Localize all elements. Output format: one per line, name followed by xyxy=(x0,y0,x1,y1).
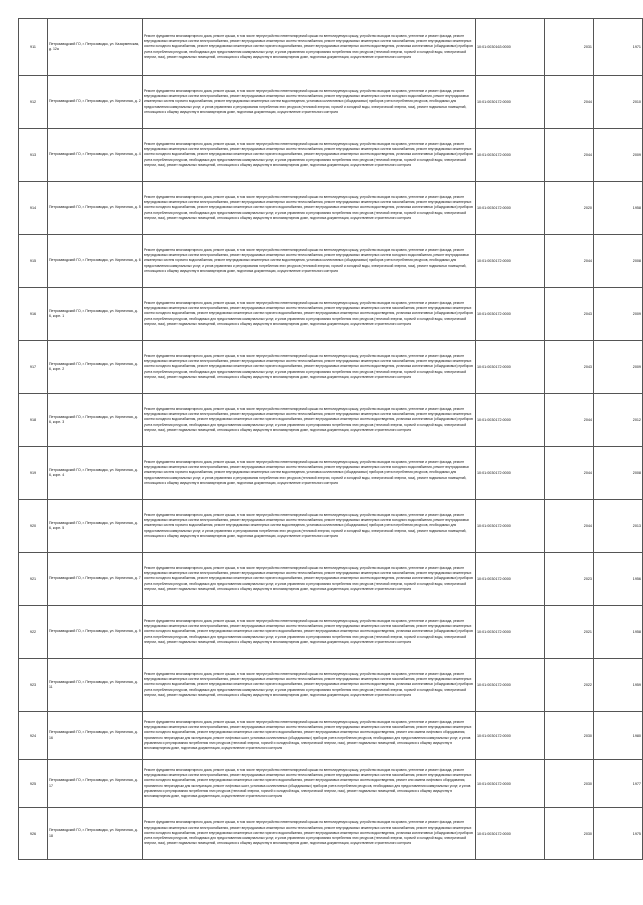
repair-works-list: Ремонт фундамента многоквартирного дома, ремонт крыши, в том числе переустройство невентилируемой крыши на вентилируемую крышу, устройство выходов на кровлю, утепление и ремонт фасада, ремонт внутридомовых инженерных систем электроснабжения, ремонт внутридомовых инженерных систем теплоснабжения, ремонт внутридомовых инженерных систем газоснабжения, ремонт внутридомовых инженерных систем холодного водоснабжения, ремонт внутридомовых инженерных систем горячего водоснабжения, ремонт внутридомовых инженерных систем водоотведения, установка коллективных (общедомовых) приборов учета потребления ресурсов, необходимых для предоставления коммунальных услуг, и узлов управления и регулирования потребления этих ресурсов (тепловой энергии, горячей и холодной воды, электрической энергии, газа), ремонт подвальных помещений, относящихся к общему имуществу в многоквартирном доме, подготовка документации, осуществление строительного контроля xyxy=(143,606,476,659)
house-address: Петрозаводский ГО, г. Петрозаводск, ул. Кирпичная, д. 16 xyxy=(48,712,143,760)
planned-year: 2044 xyxy=(545,447,594,500)
row-number: 922 xyxy=(19,606,48,659)
repair-works-list: Ремонт фундамента многоквартирного дома, ремонт крыши, в том числе переустройство невентилируемой крыши на вентилируемую крышу, устройство выходов на кровлю, утепление и ремонт фасада, ремонт внутридомовых инженерных систем электроснабжения, ремонт внутридомовых инженерных систем теплоснабжения, ремонт внутридомовых инженерных систем газоснабжения, ремонт внутридомовых инженерных систем холодного водоснабжения, ремонт внутридомовых инженерных систем горячего водоснабжения, ремонт внутридомовых инженерных систем водоотведения, установка коллективных (общедомовых) приборов учета потребления ресурсов, необходимых для предоставления коммунальных услуг, и узлов управления и регулирования потребления этих ресурсов (тепловой энергии, горячей и холодной воды, электрической энергии, газа), ремонт подвальных помещений, относящихся к общему имуществу в многоквартирном доме, подготовка документации, осуществление строительного контроля xyxy=(143,659,476,712)
table-row xyxy=(19,182,643,235)
table-body xyxy=(19,19,643,860)
house-address: Петрозаводский ГО, г. Петрозаводск, ул. Кирпичная, д. 17 xyxy=(48,760,143,808)
row-number: 918 xyxy=(19,394,48,447)
house-address: Петрозаводский ГО, г. Петрозаводск, ул. Кирпичная, д. 6, корп. 4 xyxy=(48,447,143,500)
row-number: 914 xyxy=(19,182,48,235)
house-address: Петрозаводский ГО, г. Петрозаводск, ул. Кирпичная, д. 6 xyxy=(48,235,143,288)
house-address: Петрозаводский ГО, г. Петрозаводск, ул. Кирпичная, д. 5 xyxy=(48,182,143,235)
planned-year: 2044 xyxy=(545,129,594,182)
house-address: Петрозаводский ГО, г. Петрозаводск, ул. Кирпичная, д. 6, корп. 2 xyxy=(48,341,143,394)
cadastral-number: 10:01:0030172:0000 xyxy=(476,606,545,659)
cadastral-number: 10:01:0030172:0000 xyxy=(476,712,545,760)
planned-year: 2031 xyxy=(545,19,594,76)
row-number: 913 xyxy=(19,129,48,182)
cadastral-number: 10:01:0030172:0000 xyxy=(476,553,545,606)
repair-works-list: Ремонт фундамента многоквартирного дома, ремонт крыши, в том числе переустройство невентилируемой крыши на вентилируемую крышу, устройство выходов на кровлю, утепление и ремонт фасада, ремонт внутридомовых инженерных систем электроснабжения, ремонт внутридомовых инженерных систем теплоснабжения, ремонт внутридомовых инженерных систем газоснабжения, ремонт внутридомовых инженерных систем холодного водоснабжения, ремонт внутридомовых инженерных систем горячего водоснабжения, ремонт внутридомовых инженерных систем водоотведения, установка коллективных (общедомовых) приборов учета потребления ресурсов, необходимых для предоставления коммунальных услуг, и узлов управления и регулирования потребления этих ресурсов (тепловой энергии, горячей и холодной воды, электрической энергии, газа), ремонт подвальных помещений, относящихся к общему имуществу в многоквартирном доме, подготовка документации, осуществление строительного контроля xyxy=(143,129,476,182)
planned-year: 2044 xyxy=(545,500,594,553)
build-year: 1958 xyxy=(594,606,643,659)
table-row xyxy=(19,606,643,659)
build-year: 1971 xyxy=(594,19,643,76)
cadastral-number: 10:01:0030172:0000 xyxy=(476,447,545,500)
row-number: 917 xyxy=(19,341,48,394)
row-number: 924 xyxy=(19,712,48,760)
house-address: Петрозаводский ГО, г. Петрозаводск, ул. Кирпичная, д. 18 xyxy=(48,808,143,860)
planned-year: 2030 xyxy=(545,808,594,860)
row-number: 919 xyxy=(19,447,48,500)
table-row xyxy=(19,19,643,76)
repair-works-list: Ремонт фундамента многоквартирного дома, ремонт крыши, в том числе переустройство невентилируемой крыши на вентилируемую крышу, устройство выходов на кровлю, утепление и ремонт фасада, ремонт внутридомовых инженерных систем электроснабжения, ремонт внутридомовых инженерных систем теплоснабжения, ремонт внутридомовых инженерных систем газоснабжения, ремонт внутридомовых инженерных систем холодного водоснабжения, ремонт внутридомовых инженерных систем горячего водоснабжения, ремонт внутридомовых инженерных систем водоотведения, ремонт или замена лифтового оборудования, признанного непригодным для эксплуатации, ремонт лифтовых шахт, установка коллективных (общедомовых) приборов учета потребления ресурсов, необходимых для предоставления коммунальных услуг, и узлов управления и регулирования потребления этих ресурсов (тепловой энергии, горячей и холодной воды, электрической энергии, газа), ремонт подвальных помещений, относящихся к общему имуществу в многоквартирном доме, подготовка документации, осуществление строительного контроля xyxy=(143,760,476,808)
planned-year: 2044 xyxy=(545,394,594,447)
repair-works-list: Ремонт фундамента многоквартирного дома, ремонт крыши, в том числе переустройство невентилируемой крыши на вентилируемую крышу, устройство выходов на кровлю, утепление и ремонт фасада, ремонт внутридомовых инженерных систем электроснабжения, ремонт внутридомовых инженерных систем теплоснабжения, ремонт внутридомовых инженерных систем газоснабжения, ремонт внутридомовых инженерных систем холодного водоснабжения, ремонт внутридомовых инженерных систем горячего водоснабжения, ремонт внутридомовых инженерных систем водоотведения, установка коллективных (общедомовых) приборов учета потребления ресурсов, необходимых для предоставления коммунальных услуг, и узлов управления и регулирования потребления этих ресурсов (тепловой энергии, горячей и холодной воды, электрической энергии, газа), ремонт подвальных помещений, относящихся к общему имуществу в многоквартирном доме, подготовка документации, осуществление строительного контроля xyxy=(143,808,476,860)
row-number: 920 xyxy=(19,500,48,553)
table-row xyxy=(19,447,643,500)
planned-year: 2023 xyxy=(545,553,594,606)
house-address: Петрозаводский ГО, г. Петрозаводск, ул. Кирпичная, д. 6, корп. 5 xyxy=(48,500,143,553)
cadastral-number: 10:01:0030172:0000 xyxy=(476,235,545,288)
cadastral-number: 10:01:0030172:0000 xyxy=(476,500,545,553)
table-row xyxy=(19,659,643,712)
build-year: 1958 xyxy=(594,182,643,235)
table-row xyxy=(19,553,643,606)
planned-year: 2043 xyxy=(545,288,594,341)
house-address: Петрозаводский ГО, г. Петрозаводск, ул. Кирпичная, д. 2 xyxy=(48,76,143,129)
repair-works-list: Ремонт фундамента многоквартирного дома, ремонт крыши, в том числе переустройство невентилируемой крыши на вентилируемую крышу, устройство выходов на кровлю, утепление и ремонт фасада, ремонт внутридомовых инженерных систем электроснабжения, ремонт внутридомовых инженерных систем теплоснабжения, ремонт внутридомовых инженерных систем холодного водоснабжения, ремонт внутридомовых инженерных систем горячего водоснабжения, ремонт внутридомовых инженерных систем водоотведения, установка коллективных (общедомовых) приборов учета потребления ресурсов, необходимых для предоставления коммунальных услуг, и узлов управления и регулирования потребления этих ресурсов (тепловой энергии, горячей и холодной воды, электрической энергии, газа), ремонт подвальных помещений, относящихся к общему имуществу в многоквартирном доме, подготовка документации, осуществление строительного контроля xyxy=(143,447,476,500)
repair-works-list: Ремонт фундамента многоквартирного дома, ремонт крыши, в том числе переустройство невентилируемой крыши на вентилируемую крышу, устройство выходов на кровлю, утепление и ремонт фасада, ремонт внутридомовых инженерных систем электроснабжения, ремонт внутридомовых инженерных систем теплоснабжения, ремонт внутридомовых инженерных систем газоснабжения, ремонт внутридомовых инженерных систем холодного водоснабжения, ремонт внутридомовых инженерных систем горячего водоснабжения, ремонт внутридомовых инженерных систем водоотведения, установка коллективных (общедомовых) приборов учета потребления ресурсов, необходимых для предоставления коммунальных услуг, и узлов управления и регулирования потребления этих ресурсов (тепловой энергии, горячей и холодной воды, электрической энергии, газа), ремонт подвальных помещений, относящихся к общему имуществу в многоквартирном доме, подготовка документации, осуществление строительного контроля xyxy=(143,288,476,341)
build-year: 1956 xyxy=(594,553,643,606)
table-row xyxy=(19,341,643,394)
row-number: 911 xyxy=(19,19,48,76)
repair-works-list: Ремонт фундамента многоквартирного дома, ремонт крыши, в том числе переустройство невентилируемой крыши на вентилируемую крышу, устройство выходов на кровлю, утепление и ремонт фасада, ремонт внутридомовых инженерных систем электроснабжения, ремонт внутридомовых инженерных систем теплоснабжения, ремонт внутридомовых инженерных систем холодного водоснабжения, ремонт внутридомовых инженерных систем горячего водоснабжения, ремонт внутридомовых инженерных систем водоотведения, установка коллективных (общедомовых) приборов учета потребления ресурсов, необходимых для предоставления коммунальных услуг, и узлов управления и регулирования потребления этих ресурсов (тепловой энергии, горячей и холодной воды, электрической энергии, газа), ремонт подвальных помещений, относящихся к общему имуществу в многоквартирном доме, подготовка документации, осуществление строительного контроля xyxy=(143,76,476,129)
cadastral-number: 10:01:0030172:0000 xyxy=(476,659,545,712)
repair-works-list: Ремонт фундамента многоквартирного дома, ремонт крыши, в том числе переустройство невентилируемой крыши на вентилируемую крышу, устройство выходов на кровлю, утепление и ремонт фасада, ремонт внутридомовых инженерных систем электроснабжения, ремонт внутридомовых инженерных систем теплоснабжения, ремонт внутридомовых инженерных систем холодного водоснабжения, ремонт внутридомовых инженерных систем горячего водоснабжения, ремонт внутридомовых инженерных систем водоотведения, установка коллективных (общедомовых) приборов учета потребления ресурсов, необходимых для предоставления коммунальных услуг, и узлов управления и регулирования потребления этих ресурсов (тепловой энергии, горячей и холодной воды, электрической энергии, газа), ремонт подвальных помещений, относящихся к общему имуществу в многоквартирном доме, подготовка документации, осуществление строительного контроля xyxy=(143,235,476,288)
cadastral-number: 10:01:0030172:0000 xyxy=(476,129,545,182)
repair-works-list: Ремонт фундамента многоквартирного дома, ремонт крыши, в том числе переустройство невентилируемой крыши на вентилируемую крышу, устройство выходов на кровлю, утепление и ремонт фасада, ремонт внутридомовых инженерных систем электроснабжения, ремонт внутридомовых инженерных систем теплоснабжения, ремонт внутридомовых инженерных систем газоснабжения, ремонт внутридомовых инженерных систем холодного водоснабжения, ремонт внутридомовых инженерных систем горячего водоснабжения, ремонт внутридомовых инженерных систем водоотведения, установка коллективных (общедомовых) приборов учета потребления ресурсов, необходимых для предоставления коммунальных услуг, и узлов управления и регулирования потребления этих ресурсов (тепловой энергии, горячей и холодной воды, электрической энергии, газа), ремонт подвальных помещений, относящихся к общему имуществу в многоквартирном доме, подготовка документации, осуществление строительного контроля xyxy=(143,553,476,606)
planned-year: 2021 xyxy=(545,606,594,659)
table-row xyxy=(19,760,643,808)
repair-works-list: Ремонт фундамента многоквартирного дома, ремонт крыши, в том числе переустройство невентилируемой крыши на вентилируемую крышу, устройство выходов на кровлю, утепление и ремонт фасада, ремонт внутридомовых инженерных систем электроснабжения, ремонт внутридомовых инженерных систем теплоснабжения, ремонт внутридомовых инженерных систем газоснабжения, ремонт внутридомовых инженерных систем холодного водоснабжения, ремонт внутридомовых инженерных систем горячего водоснабжения, ремонт внутридомовых инженерных систем водоотведения, установка коллективных (общедомовых) приборов учета потребления ресурсов, необходимых для предоставления коммунальных услуг, и узлов управления и регулирования потребления этих ресурсов (тепловой энергии, горячей и холодной воды, электрической энергии, газа), ремонт подвальных помещений, относящихся к общему имуществу в многоквартирном доме, подготовка документации, осуществление строительного контроля xyxy=(143,394,476,447)
cadastral-number: 10:01:0030172:0000 xyxy=(476,288,545,341)
build-year: 1980 xyxy=(594,712,643,760)
cadastral-number: 10:01:0030163:0000 xyxy=(476,19,545,76)
cadastral-number: 10:01:0030172:0000 xyxy=(476,394,545,447)
cadastral-number: 10:01:0030172:0000 xyxy=(476,182,545,235)
cadastral-number: 10:01:0030172:0000 xyxy=(476,76,545,129)
house-address: Петрозаводский ГО, г. Петрозаводск, ул. Кирпичная, д. 6, корп. 3 xyxy=(48,394,143,447)
build-year: 2009 xyxy=(594,288,643,341)
build-year: 1959 xyxy=(594,659,643,712)
planned-year: 2044 xyxy=(545,235,594,288)
row-number: 915 xyxy=(19,235,48,288)
build-year: 2009 xyxy=(594,341,643,394)
repair-works-list: Ремонт фундамента многоквартирного дома, ремонт крыши, в том числе переустройство невентилируемой крыши на вентилируемую крышу, устройство выходов на кровлю, утепление и ремонт фасада, ремонт внутридомовых инженерных систем электроснабжения, ремонт внутридомовых инженерных систем теплоснабжения, ремонт внутридомовых инженерных систем газоснабжения, ремонт внутридомовых инженерных систем холодного водоснабжения, ремонт внутридомовых инженерных систем горячего водоснабжения, ремонт внутридомовых инженерных систем водоотведения, ремонт или замена лифтового оборудования, признанного непригодным для эксплуатации, ремонт лифтовых шахт, установка коллективных (общедомовых) приборов учета потребления ресурсов, необходимых для предоставления коммунальных услуг, и узлов управления и регулирования потребления этих ресурсов (тепловой энергии, горячей и холодной воды, электрической энергии, газа), ремонт подвальных помещений, относящихся к общему имуществу в многоквартирном доме, подготовка документации, осуществление строительного контроля xyxy=(143,712,476,760)
planned-year: 2044 xyxy=(545,76,594,129)
planned-year: 2043 xyxy=(545,341,594,394)
row-number: 916 xyxy=(19,288,48,341)
row-number: 926 xyxy=(19,808,48,860)
row-number: 923 xyxy=(19,659,48,712)
build-year: 1975 xyxy=(594,808,643,860)
build-year: 2008 xyxy=(594,447,643,500)
row-number: 921 xyxy=(19,553,48,606)
planned-year: 2030 xyxy=(545,760,594,808)
table-row xyxy=(19,235,643,288)
house-address: Петрозаводский ГО, г. Петрозаводск, ул. Казарменская, д. 12а xyxy=(48,19,143,76)
planned-year: 2030 xyxy=(545,712,594,760)
table-row xyxy=(19,76,643,129)
capital-repair-table xyxy=(18,18,643,860)
table-row xyxy=(19,129,643,182)
house-address: Петрозаводский ГО, г. Петрозаводск, ул. Кирпичная, д. 4 xyxy=(48,129,143,182)
repair-works-list: Ремонт фундамента многоквартирного дома, ремонт крыши, в том числе переустройство невентилируемой крыши на вентилируемую крышу, устройство выходов на кровлю, утепление и ремонт фасада, ремонт внутридомовых инженерных систем электроснабжения, ремонт внутридомовых инженерных систем теплоснабжения, ремонт внутридомовых инженерных систем газоснабжения, ремонт внутридомовых инженерных систем холодного водоснабжения, ремонт внутридомовых инженерных систем горячего водоснабжения, ремонт внутридомовых инженерных систем водоотведения, установка коллективных (общедомовых) приборов учета потребления ресурсов, необходимых для предоставления коммунальных услуг, и узлов управления и регулирования потребления этих ресурсов (тепловой энергии, горячей и холодной воды, электрической энергии, газа), ремонт подвальных помещений, относящихся к общему имуществу в многоквартирном доме, подготовка документации, осуществление строительного контроля xyxy=(143,341,476,394)
build-year: 2013 xyxy=(594,500,643,553)
repair-works-list: Ремонт фундамента многоквартирного дома, ремонт крыши, в том числе переустройство невентилируемой крыши на вентилируемую крышу, устройство выходов на кровлю, утепление и ремонт фасада, ремонт внутридомовых инженерных систем электроснабжения, ремонт внутридомовых инженерных систем теплоснабжения, ремонт внутридомовых инженерных систем холодного водоснабжения, ремонт внутридомовых инженерных систем горячего водоснабжения, ремонт внутридомовых инженерных систем водоотведения, установка коллективных (общедомовых) приборов учета потребления ресурсов, необходимых для предоставления коммунальных услуг, и узлов управления и регулирования потребления этих ресурсов (тепловой энергии, горячей и холодной воды, электрической энергии, газа), ремонт подвальных помещений, относящихся к общему имуществу в многоквартирном доме, подготовка документации, осуществление строительного контроля xyxy=(143,500,476,553)
house-address: Петрозаводский ГО, г. Петрозаводск, ул. Кирпичная, д. 11 xyxy=(48,659,143,712)
build-year: 2008 xyxy=(594,235,643,288)
planned-year: 2020 xyxy=(545,182,594,235)
build-year: 2012 xyxy=(594,394,643,447)
repair-works-list: Ремонт фундамента многоквартирного дома, ремонт крыши, в том числе переустройство невентилируемой крыши на вентилируемую крышу, устройство выходов на кровлю, утепление и ремонт фасада, ремонт внутридомовых инженерных систем электроснабжения, ремонт внутридомовых инженерных систем теплоснабжения, ремонт внутридомовых инженерных систем газоснабжения, ремонт внутридомовых инженерных систем холодного водоснабжения, ремонт внутридомовых инженерных систем горячего водоснабжения, ремонт внутридомовых инженерных систем водоотведения, установка коллективных (общедомовых) приборов учета потребления ресурсов, необходимых для предоставления коммунальных услуг, и узлов управления и регулирования потребления этих ресурсов (тепловой энергии, горячей и холодной воды, электрической энергии, газа), ремонт подвальных помещений, относящихся к общему имуществу в многоквартирном доме, подготовка документации, осуществление строительного контроля xyxy=(143,182,476,235)
planned-year: 2022 xyxy=(545,659,594,712)
cadastral-number: 10:01:0030172:0000 xyxy=(476,808,545,860)
row-number: 912 xyxy=(19,76,48,129)
table-row xyxy=(19,500,643,553)
house-address: Петрозаводский ГО, г. Петрозаводск, ул. Кирпичная, д. 6, корп. 1 xyxy=(48,288,143,341)
house-address: Петрозаводский ГО, г. Петрозаводск, ул. Кирпичная, д. 7 xyxy=(48,553,143,606)
table-row xyxy=(19,288,643,341)
build-year: 1977 xyxy=(594,760,643,808)
build-year: 2009 xyxy=(594,129,643,182)
house-address: Петрозаводский ГО, г. Петрозаводск, ул. Кирпичная, д. 9 xyxy=(48,606,143,659)
build-year: 2010 xyxy=(594,76,643,129)
cadastral-number: 10:01:0030172:0000 xyxy=(476,341,545,394)
table-row xyxy=(19,808,643,860)
table-row xyxy=(19,712,643,760)
cadastral-number: 10:01:0030172:0000 xyxy=(476,760,545,808)
row-number: 925 xyxy=(19,760,48,808)
repair-works-list: Ремонт фундамента многоквартирного дома, ремонт крыши, в том числе переустройство невентилируемой крыши на вентилируемую крышу, устройство выходов на кровлю, утепление и ремонт фасада, ремонт внутридомовых инженерных систем электроснабжения, ремонт внутридомовых инженерных систем теплоснабжения, ремонт внутридомовых инженерных систем газоснабжения, ремонт внутридомовых инженерных систем холодного водоснабжения, ремонт внутридомовых инженерных систем горячего водоснабжения, ремонт внутридомовых инженерных систем водоотведения, установка коллективных (общедомовых) приборов учета потребления ресурсов, необходимых для предоставления коммунальных услуг, и узлов управления и регулирования потребления этих ресурсов (тепловой энергии, горячей и холодной воды, электрической энергии, газа), ремонт подвальных помещений, относящихся к общему имуществу в многоквартирном доме, подготовка документации, осуществление строительного контроля xyxy=(143,19,476,76)
table-row xyxy=(19,394,643,447)
